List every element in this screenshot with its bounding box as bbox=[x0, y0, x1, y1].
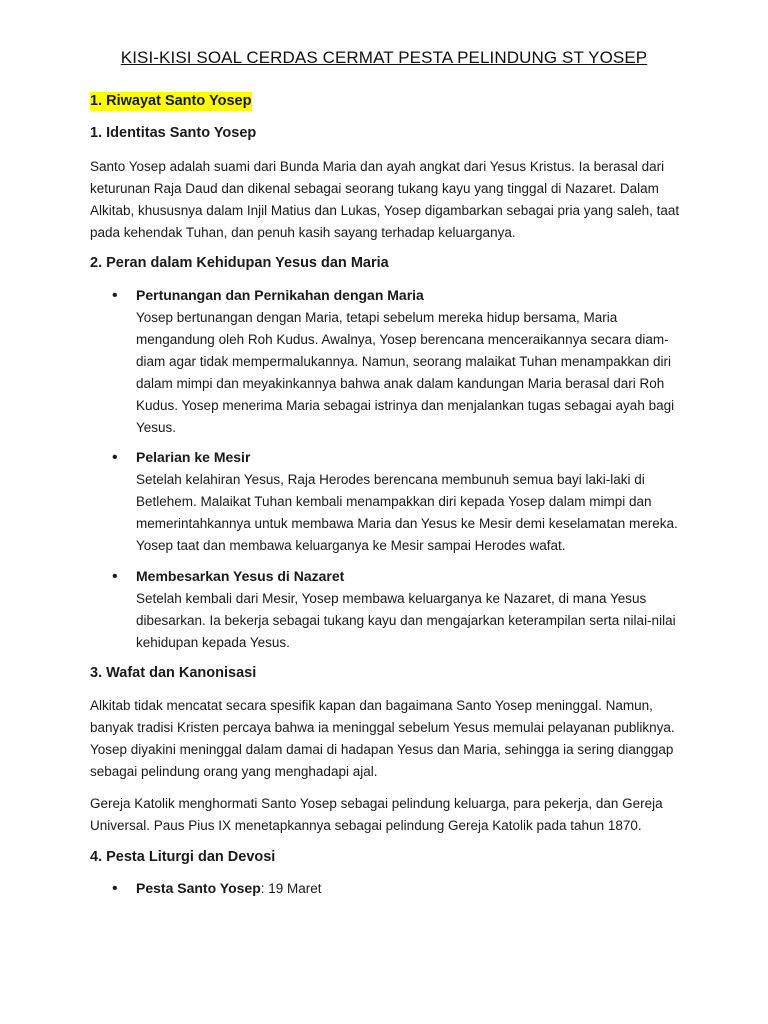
highlighted-heading-text: 1. Riwayat Santo Yosep bbox=[90, 93, 252, 109]
paragraph-wafat-1: Alkitab tidak mencatat secara spesifik kapan dan bagaimana Santo Yosep meninggal. Namun, banyak tradisi Kristen percaya bahwa ia meninggal sebelum Yesus memulai pelayanan publiknya. Yosep diyakini meninggal dalam damai di hadapan Yesus dan Maria, sehingga ia sering dianggap sebagai pelindung orang yang menghadapi ajal. bbox=[90, 698, 675, 779]
heading-pesta: 4. Pesta Liturgi dan Devosi bbox=[90, 849, 276, 865]
item-title-pertunangan: Pertunangan dan Pernikahan dengan Maria bbox=[136, 287, 424, 303]
bullet-icon: • bbox=[112, 287, 118, 304]
paragraph-identitas: Santo Yosep adalah suami dari Bunda Maria dan ayah angkat dari Yesus Kristus. Ia berasal dari keturunan Raja Daud dan dikenal sebagai seorang tukang kayu yang tinggal di Nazaret. Dalam Alkitab, khususnya dalam Injil Matius dan Lukas, Yosep digambarkan sebagai pria yang saleh, taat pada kehendak Tuhan, dan penuh kasih sayang terhadap keluarganya. bbox=[90, 159, 680, 240]
heading-wafat: 3. Wafat dan Kanonisasi bbox=[90, 665, 257, 681]
heading-peran: 2. Peran dalam Kehidupan Yesus dan Maria bbox=[90, 255, 389, 271]
item-label: Pesta Santo Yosep bbox=[136, 880, 261, 896]
bullet-icon: • bbox=[112, 880, 118, 897]
bullet-icon: • bbox=[112, 568, 118, 585]
paragraph-wafat-2: Gereja Katolik menghormati Santo Yosep sebagai pelindung keluarga, para pekerja, dan Gereja Universal. Paus Pius IX menetapkannya sebagai pelindung Gereja Katolik pada tahun 1870. bbox=[90, 796, 663, 833]
item-pesta-santo-yosep bbox=[136, 880, 322, 896]
item-title-membesarkan: Membesarkan Yesus di Nazaret bbox=[136, 568, 345, 584]
item-value-date: 19 Maret bbox=[264, 881, 322, 896]
document-title: KISI-KISI SOAL CERDAS CERMAT PESTA PELINDUNG ST YOSEP bbox=[120, 48, 648, 67]
item-text-membesarkan: Setelah kembali dari Mesir, Yosep membawa keluarganya ke Nazaret, di mana Yesus dibesarkan. Ia bekerja sebagai tukang kayu dan mengajarkan keterampilan serta nilai-nilai kehidupan kepada Yesus. bbox=[136, 591, 676, 650]
item-separator: : bbox=[260, 881, 265, 896]
section-heading-riwayat bbox=[90, 93, 252, 109]
heading-identitas: 1. Identitas Santo Yosep bbox=[90, 125, 257, 141]
item-text-pelarian: Setelah kelahiran Yesus, Raja Herodes berencana membunuh semua bayi laki-laki di Betlehem. Malaikat Tuhan kembali menampakkan diri kepada Yosep dalam mimpi dan memerintahkannya untuk membawa Maria dan Yesus ke Mesir demi keselamatan mereka. Yosep taat dan membawa keluarganya ke Mesir sampai Herodes wafat. bbox=[136, 472, 678, 553]
bullet-icon: • bbox=[112, 449, 118, 466]
item-text-pertunangan: Yosep bertunangan dengan Maria, tetapi sebelum mereka hidup bersama, Maria mengandung oleh Roh Kudus. Awalnya, Yosep berencana menceraikannya secara diam-diam agar tidak mempermalukannya. Namun, seorang malaikat Tuhan menampakkan diri dalam mimpi dan meyakinkannya bahwa anak dalam kandungan Maria berasal dari Roh Kudus. Yosep menerima Maria sebagai istrinya dan menjalankan tugas sebagai ayah bagi Yesus. bbox=[136, 310, 675, 435]
item-title-pelarian: Pelarian ke Mesir bbox=[136, 449, 251, 465]
